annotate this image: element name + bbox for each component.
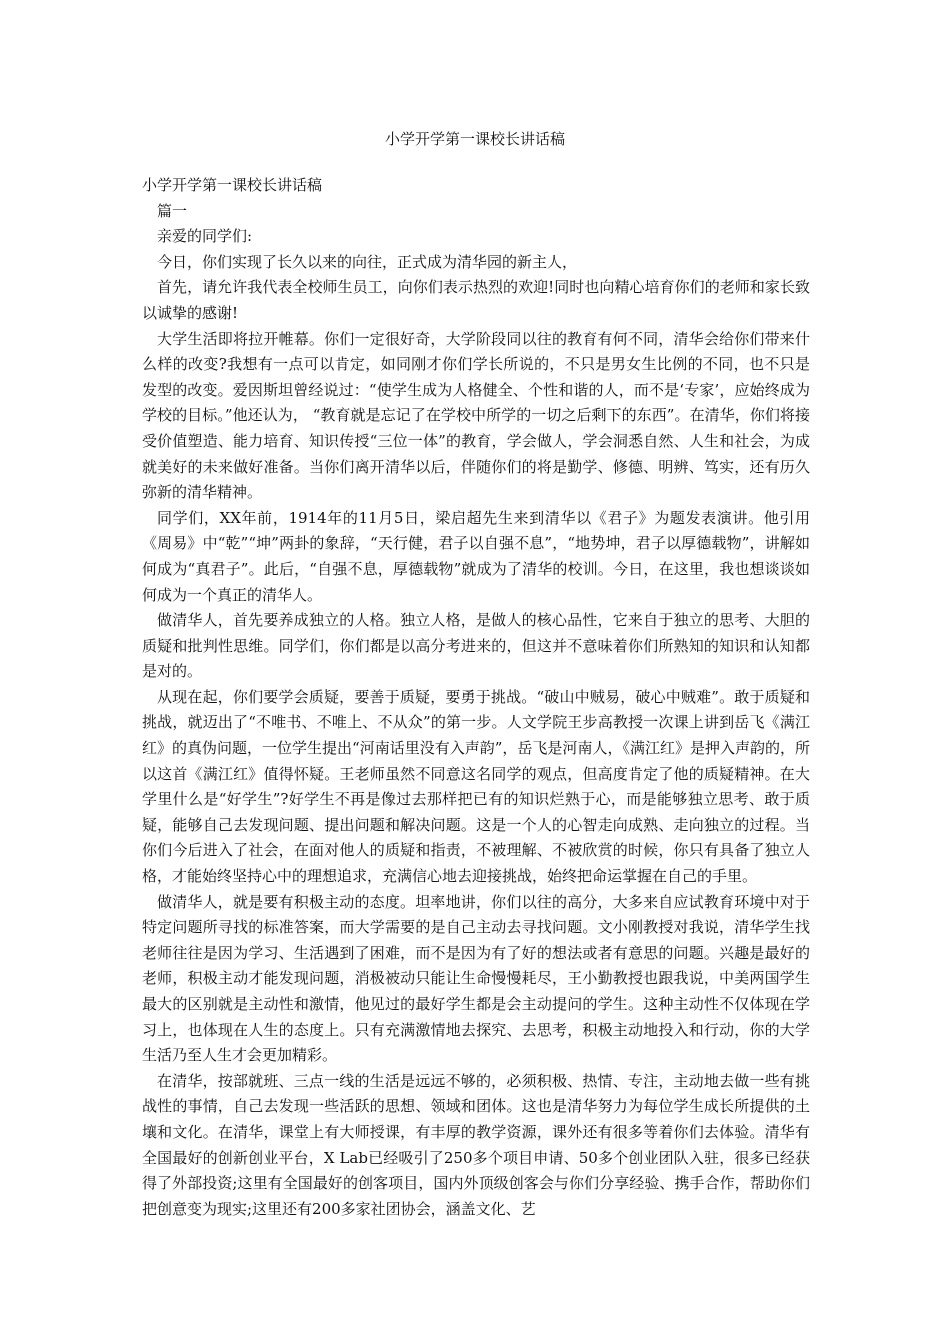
paragraph-6: 从现在起，你们要学会质疑，要善于质疑，要勇于挑战。“破山中贼易，破心中贼难”。敢于质疑和挑战，就迈出了“不唯书、不唯上、不从众”的第一步。人文学院王步高教授一次课上讲到岳飞《满江红》的真伪问题，一位学生提出“河南话里没有入声韵”，岳飞是河南人，《满江红》是押入声韵的，所以这首《满江红》值得怀疑。王老师虽然不同意这名同学的观点，但高度肯定了他的质疑精神。在大学里什么是“好学生”?好学生不再是像过去那样把已有的知识烂熟于心，而是能够独立思考、敢于质疑，能够自己去发现问题、提出问题和解决问题。这是一个人的心智走向成熟、走向独立的过程。当你们今后进入了社会，在面对他人的质疑和指责，不被理解、不被欣赏的时候，你只有具备了独立人格，才能始终坚持心中的理想追求，充满信心地去迎接挑战，始终把命运掌握在自己的手里。 [142, 687, 810, 886]
document-title: 小学开学第一课校长讲话稿 [384, 130, 565, 148]
paragraph-3: 大学生活即将拉开帷幕。你们一定很好奇，大学阶段同以往的教育有何不同，清华会给你们带来什么样的改变?我想有一点可以肯定，如同刚才你们学长所说的，不只是男女生比例的不同，也不只是发型的改变。爱因斯坦曾经说过：“使学生成为人格健全、个性和谐的人，而不是‘专家’，应始终成为学校的目标。”他还认为， “教育就是忘记了在学校中所学的一切之后剩下的东西”。在清华，你们将接受价值塑造、能力培育、知识传授“三位一体”的教育，学会做人，学会洞悉自然、人生和社会，为成就美好的未来做好准备。当你们离开清华以后，伴随你们的将是勤学、修德、明辨、笃实，还有历久弥新的清华精神。 [142, 329, 810, 502]
section-label: 篇一 [157, 201, 188, 220]
paragraph-2: 首先，请允许我代表全校师生员工，向你们表示热烈的欢迎!同时也向精心培育你们的老师和家长致以诚挚的感谢! [142, 278, 810, 322]
document-body [142, 173, 810, 1222]
paragraph-7: 做清华人，就是要有积极主动的态度。坦率地讲，你们以往的高分，大多来自应试教育环境中对于特定问题所寻找的标准答案，而大学需要的是自己主动去寻找问题。文小刚教授对我说，清华学生找老师往往是因为学习、生活遇到了困难，而不是因为有了好的想法或者有意思的问题。兴趣是最好的老师，积极主动才能发现问题，消极被动只能让生命慢慢耗尽，王小勤教授也跟我说，中美两国学生最大的区别就是主动性和激情，他见过的最好学生都是会主动提问的学生。这种主动性不仅体现在学习上，也体现在人生的态度上。只有充满激情地去探究、去思考，积极主动地投入和行动，你的大学生活乃至人生才会更加精彩。 [142, 892, 810, 1065]
paragraph-8: 在清华，按部就班、三点一线的生活是远远不够的，必须积极、热情、专注，主动地去做一些有挑战性的事情，自己去发现一些活跃的思想、领域和团体。这也是清华努力为每位学生成长所提供的土壤和文化。在清华，课堂上有大师授课，有丰厚的教学资源，课外还有很多等着你们去体验。清华有全国最好的创新创业平台，X Lab已经吸引了250多个项目申请、50多个创业团队入驻，很多已经获得了外部投资;这里有全国最好的创客项目，国内外顶级创客会与你们分享经验、携手合作，帮助你们把创意变为现实;这里还有200多家社团协会，涵盖文化、艺 [142, 1071, 810, 1218]
salutation: 亲爱的同学们: [157, 227, 253, 246]
document-heading: 小学开学第一课校长讲话稿 [142, 176, 323, 194]
paragraph-1: 今日，你们实现了长久以来的向往，正式成为清华园的新主人， [157, 252, 578, 271]
paragraph-5: 做清华人，首先要养成独立的人格。独立人格，是做人的核心品性，它来自于独立的思考、大胆的质疑和批判性思维。同学们，你们都是以高分考进来的，但这并不意味着你们所熟知的知识和认知都是对的。 [142, 611, 810, 681]
paragraph-4: 同学们，XX年前，1914年的11月5日，梁启超先生来到清华以《君子》为题发表演讲。他引用《周易》中“乾”“坤”两卦的象辞，“天行健，君子以自强不息”，“地势坤，君子以厚德载物”，讲解如何成为“真君子”。此后，“自强不息，厚德载物”就成为了清华的校训。今日，在这里，我也想谈谈如何成为一个真正的清华人。 [142, 508, 810, 604]
